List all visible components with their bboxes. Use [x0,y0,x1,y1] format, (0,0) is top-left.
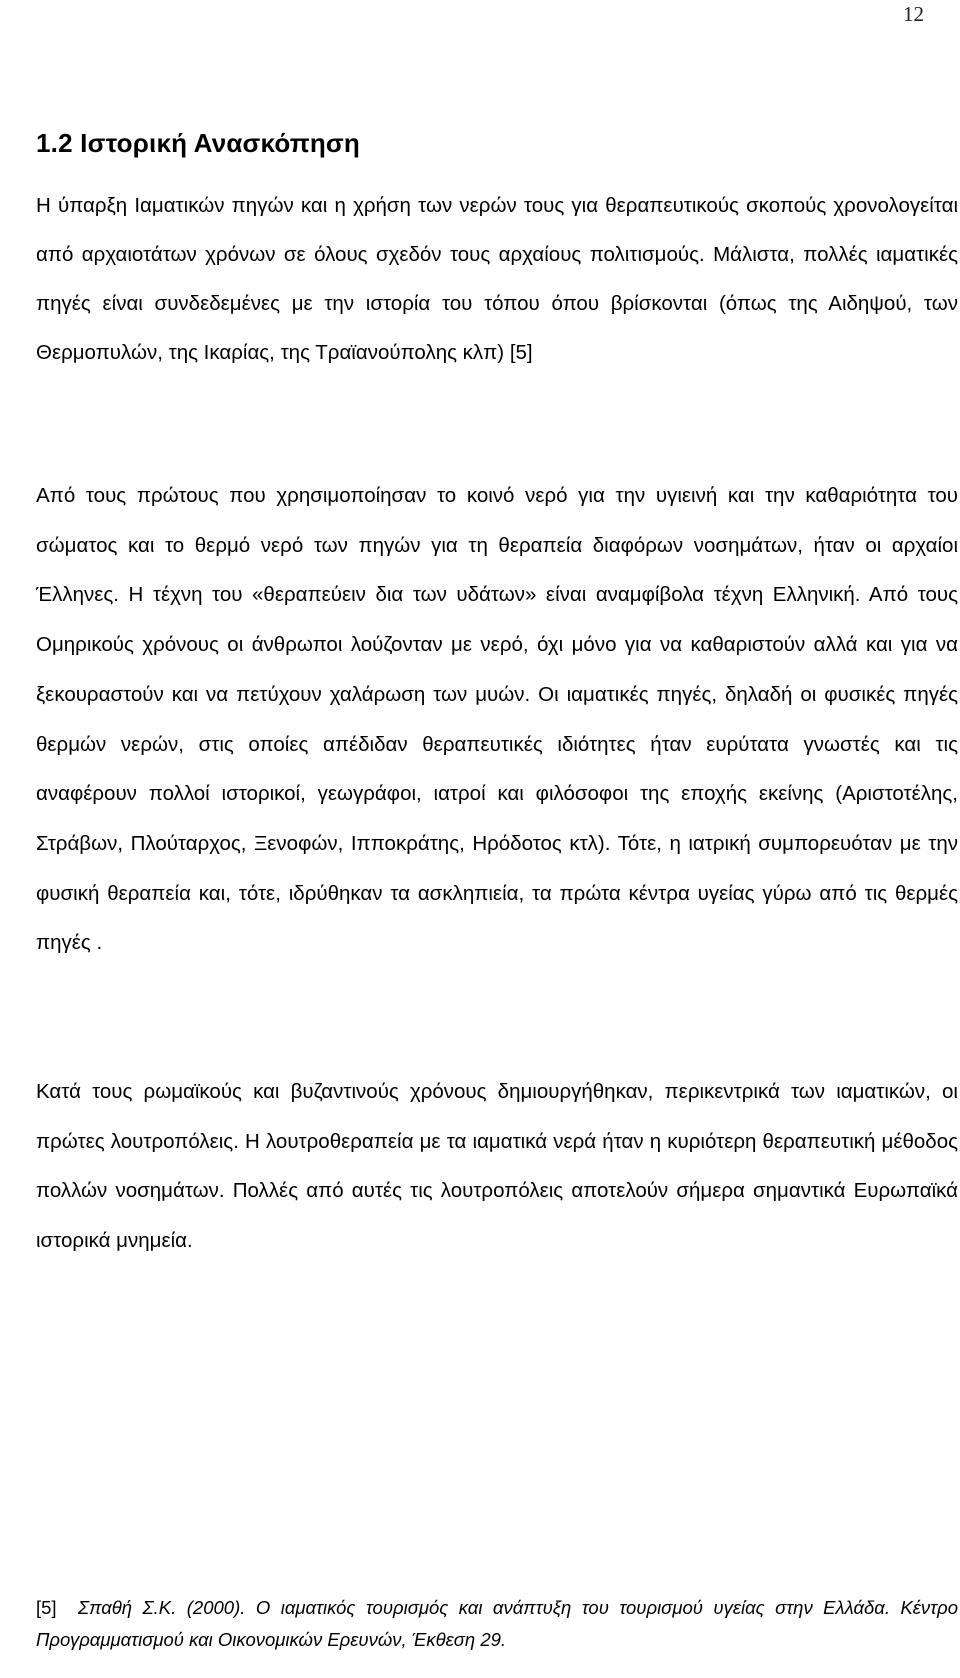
footnote [36,1592,958,1656]
page-number: 12 [903,2,924,26]
footnote-text: Σπαθή Σ.Κ. (2000). Ο ιαματικός τουρισμός και ανάπτυξη του τουρισμού υγείας στην Ελλάδα. Κέντρο Προγραμματισμού και Οικονομικών Ερευνών, Έκθεση 29. [36,1597,958,1650]
section-heading: 1.2 Ιστορική Ανασκόπηση [36,128,360,158]
paragraph-roman-byzantine: Κατά τους ρωμαϊκούς και βυζαντινούς χρόνους δημιουργήθηκαν, περικεντρικά των ιαματικών, οι πρώτες λουτροπόλεις. Η λουτροθεραπεία με τα ιαματικά νερά ήταν η κυριότερη θεραπευτική μέθοδος πολλών νοσημάτων. Πολλές από αυτές τις λουτροπόλεις αποτελούν σήμερα σημαντικά Ευρωπαϊκά ιστορικά μνημεία. [36,1080,958,1253]
paragraph-intro: Η ύπαρξη Ιαματικών πηγών και η χρήση των νερών τους για θεραπευτικούς σκοπούς χρονολογείται από αρχαιοτάτων χρόνων σε όλους σχεδόν τους αρχαίους πολιτισμούς. Μάλιστα, πολλές ιαματικές πηγές είναι συνδεδεμένες με την ιστορία του τόπου όπου βρίσκονται (όπως της Αιδηψού, των Θερμοπυλών, της Ικαρίας, της Τραϊανούπολης κλπ) [5] [36,194,958,364]
paragraph-ancient-greeks: Από τους πρώτους που χρησιμοποίησαν το κοινό νερό για την υγιεινή και την καθαριότητα του σώματος και το θερμό νερό των πηγών για τη θεραπεία διαφόρων νοσημάτων, ήταν οι αρχαίοι Έλληνες. Η τέχνη του «θεραπεύειν δια των υδάτων» είναι αναμφίβολα τέχνη Ελληνική. Από τους Ομηρικούς χρόνους οι άνθρωποι λούζονταν με νερό, όχι μόνο για να καθαριστούν αλλά και για να ξεκουραστούν και να πετύχουν χαλάρωση των μυών. Οι ιαματικές πηγές, δηλαδή οι φυσικές πηγές θερμών νερών, στις οποίες απέδιδαν θεραπευτικές ιδιότητες ήταν ευρύτατα γνωστές και τις αναφέρουν πολλοί ιστορικοί, γεωγράφοι, ιατροί και φιλόσοφοι της εποχής εκείνης (Αριστοτέλης, Στράβων, Πλούταρχος, Ξενοφών, Ιπποκράτης, Ηρόδοτος κτλ). Τότε, η ιατρική συμπορευόταν με την φυσική θεραπεία και, τότε, ιδρύθηκαν τα ασκληπιεία, τα πρώτα κέντρα υγείας γύρω από τις θερμές πηγές . [36,484,958,955]
footnote-ref: [5] [36,1597,57,1618]
